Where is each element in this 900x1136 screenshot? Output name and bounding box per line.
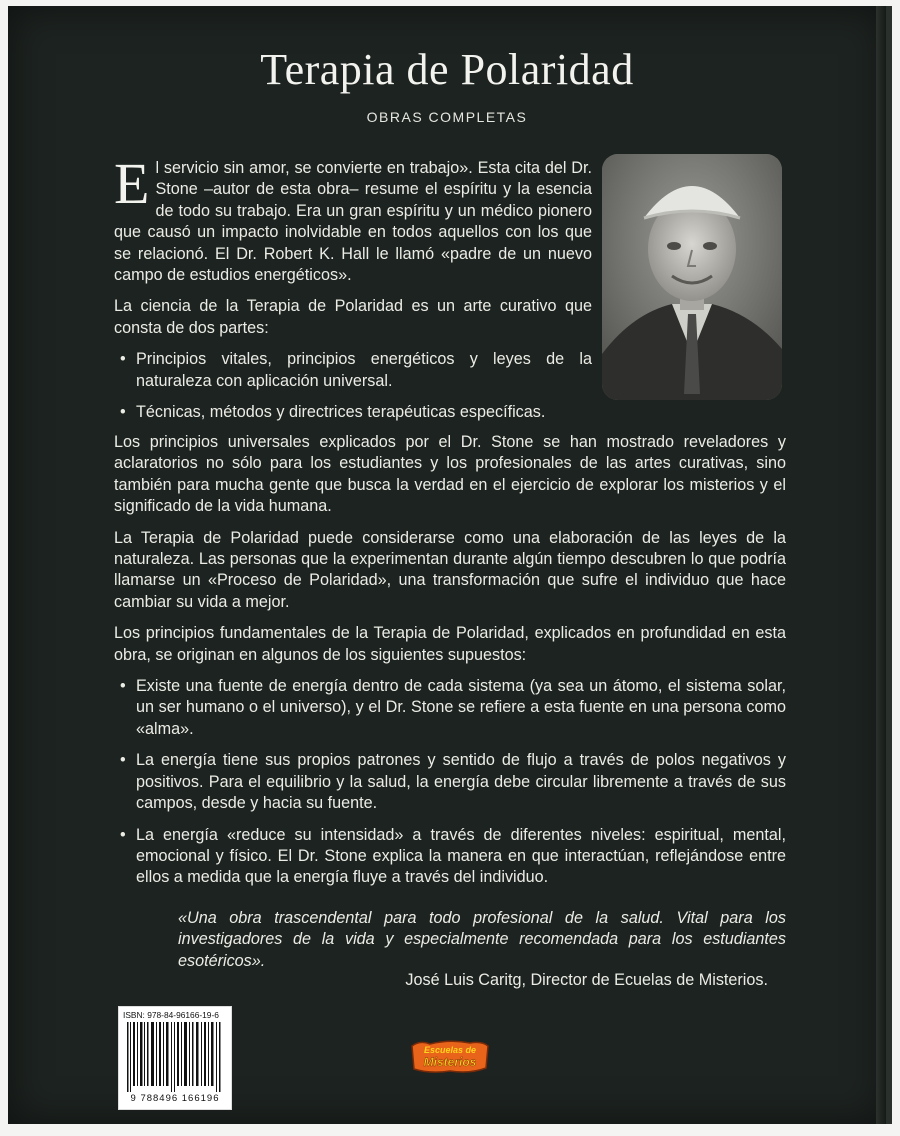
book-title: Terapia de Polaridad [260, 45, 634, 94]
author-photo [602, 154, 782, 400]
book-subtitle: OBRAS COMPLETAS [366, 109, 528, 125]
intro-bullet-list [114, 349, 592, 423]
isbn-label: ISBN: 978-84-96166-19-6 [123, 1010, 219, 1020]
intro-paragraph-1-text: l servicio sin amor, se convierte en trabajo». Esta cita del Dr. Stone –autor de esta obra– resume el espíritu y la esencia de todo su trabajo. Era un gran espíritu y un médico pionero que causó un impacto inolvidable en todos aquellos con los que se relacionó. El Dr. Robert K. Hall le llamó «padre de un nuevo campo de estudios energéticos». [114, 159, 592, 285]
board-edge [876, 6, 886, 1124]
intro-section [114, 151, 592, 433]
intro-paragraph-2: La ciencia de la Terapia de Polaridad es un arte curativo que consta de dos partes: [114, 297, 592, 337]
body-paragraph: Los principios fundamentales de la Terapia de Polaridad, explicados en profundidad en esta obra, se originan en algunos de los siguientes supuestos: [114, 624, 786, 664]
barcode-number: 9 788496 166196 [130, 1093, 220, 1104]
cover-board [8, 6, 892, 1124]
intro-paragraph-1 [114, 151, 592, 286]
intro-bullet-item: • Principios vitales, principios energéticos y leyes de la naturaleza con aplicación universal. [114, 349, 592, 392]
intro-bullet-item: • Técnicas, métodos y directrices terapéuticas específicas. [114, 402, 592, 423]
principle-bullet-item: • Existe una fuente de energía dentro de cada sistema (ya sea un átomo, el sistema solar, un ser humano o el universo), y el Dr. Stone se refiere a esta fuente en una persona como «alma». [114, 676, 786, 740]
publisher-logo [410, 1040, 490, 1074]
quote-attribution: José Luis Caritg, Director de Ecuelas de Misterios. [405, 971, 768, 989]
barcode-bars-icon [127, 1022, 223, 1092]
drop-cap: E [114, 151, 150, 216]
principles-bullet-list [114, 676, 786, 889]
escuelas-de-misterios-logo-icon [410, 1040, 490, 1074]
barcode [118, 1006, 232, 1110]
principle-bullet-item: • La energía «reduce su intensidad» a través de diferentes niveles: espiritual, mental, emocional y físico. El Dr. Stone explica la manera en que interactúan, reflejándose entre ellos a medida que la energía fluye a través del individuo. [114, 825, 786, 889]
body-section [114, 432, 786, 899]
body-paragraph: Los principios universales explicados por el Dr. Stone se han mostrado reveladores y aclaratorios no sólo para los estudiantes y los profesionales de las artes curativas, sino también para mucha gente que busca la verdad en el ejercicio de explorar los misterios y el significado de la vida humana. [114, 433, 786, 516]
body-paragraph: La Terapia de Polaridad puede considerarse como una elaboración de las leyes de la naturaleza. Las personas que la experimentan durante algún tiempo descubren lo que podría llamarse un «Proceso de Polaridad», una transformación que sufre el individuo que hace cambiar su vida a mejor. [114, 528, 786, 611]
principle-bullet-item: • La energía tiene sus propios patrones y sentido de flujo a través de polos negativos y positivos. Para el equilibrio y la salud, la energía debe circular libremente a través de sus campos, desde y hacia su fuente. [114, 750, 786, 814]
endorsement-quote: «Una obra trascendental para todo profesional de la salud. Vital para los investigadores de la vida y especialmente recomendada para los estudiantes esotéricos». [178, 909, 786, 970]
author-portrait-illustration [602, 154, 782, 400]
logo-line-2: Misterios [423, 1055, 477, 1069]
logo-line-1: Escuelas de [423, 1045, 477, 1055]
